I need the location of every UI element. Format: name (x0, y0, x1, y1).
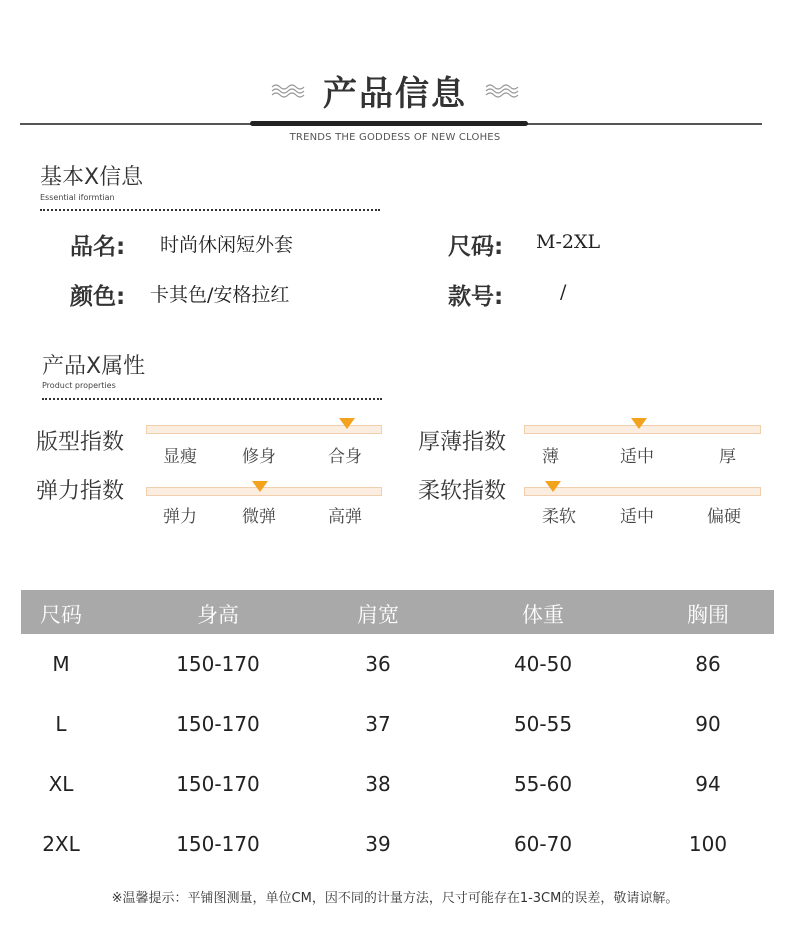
column-header-chest: 胸围 (687, 603, 729, 627)
fit-index-marker-icon (339, 418, 355, 429)
fit-option: 合身 (328, 447, 362, 467)
table-cell-chest: 94 (695, 772, 721, 796)
thickness-index-label: 厚薄指数 (418, 430, 507, 455)
table-cell-shoulder: 39 (365, 832, 391, 856)
basic-info-title: 基本X信息 (40, 165, 144, 190)
name-value: 时尚休闲短外套 (160, 234, 294, 256)
table-cell-shoulder: 38 (365, 772, 391, 796)
table-cell-size: XL (48, 772, 74, 796)
thickness-index-marker-icon (631, 418, 647, 429)
column-header-shoulder: 肩宽 (357, 603, 399, 627)
elasticity-index-label: 弹力指数 (36, 479, 125, 504)
elasticity-option: 高弹 (328, 507, 362, 527)
fit-option: 修身 (242, 447, 276, 467)
name-label: 品名: (70, 234, 126, 260)
softness-index-label: 柔软指数 (418, 479, 507, 504)
properties-divider (42, 398, 382, 400)
color-value: 卡其色/安格拉红 (150, 284, 290, 306)
column-header-height: 身高 (197, 603, 239, 627)
table-cell-chest: 90 (695, 712, 721, 736)
table-cell-weight: 60-70 (513, 832, 573, 856)
fit-option: 显瘦 (163, 447, 197, 467)
properties-title: 产品X属性 (42, 354, 146, 379)
elasticity-option: 弹力 (163, 507, 197, 527)
table-cell-height: 150-170 (176, 652, 260, 676)
size-label: 尺码: (448, 234, 504, 260)
table-cell-shoulder: 37 (365, 712, 391, 736)
table-cell-shoulder: 36 (365, 652, 391, 676)
thickness-option: 薄 (542, 447, 559, 467)
softness-index-marker-icon (545, 481, 561, 492)
fit-index-label: 版型指数 (36, 430, 125, 455)
table-cell-chest: 86 (695, 652, 721, 676)
elasticity-option: 微弹 (242, 507, 276, 527)
table-cell-size: 2XL (42, 832, 80, 856)
page-title: 产品信息 (323, 74, 467, 114)
table-cell-size: L (55, 712, 67, 736)
table-cell-chest: 100 (688, 832, 728, 856)
wave-decoration-icon (485, 83, 519, 99)
basic-info-subtitle: Essential iformtian (40, 193, 115, 202)
color-label: 颜色: (70, 284, 126, 310)
measurement-note: ※温馨提示：平铺图测量，单位CM，因不同的计量方法，尺寸可能存在1-3CM的误差，敬请谅解。 (111, 891, 679, 906)
table-cell-weight: 40-50 (513, 652, 573, 676)
table-cell-size: M (52, 652, 70, 676)
softness-option: 适中 (620, 507, 654, 527)
style-number-label: 款号: (448, 284, 504, 310)
table-cell-weight: 50-55 (513, 712, 573, 736)
thickness-option: 适中 (620, 447, 654, 467)
page-title-row (0, 66, 790, 115)
properties-subtitle: Product properties (42, 381, 116, 390)
size-value: M-2XL (536, 231, 601, 253)
basic-info-divider (40, 209, 380, 211)
softness-option: 偏硬 (707, 507, 741, 527)
column-header-size: 尺码 (40, 603, 82, 627)
elasticity-index-marker-icon (252, 481, 268, 492)
table-cell-height: 150-170 (176, 712, 260, 736)
thickness-option: 厚 (719, 447, 736, 467)
header-divider-accent (250, 121, 528, 126)
table-cell-weight: 55-60 (513, 772, 573, 796)
style-number-value: / (560, 281, 567, 303)
column-header-weight: 体重 (522, 603, 564, 627)
wave-decoration-icon (271, 83, 305, 99)
table-cell-height: 150-170 (176, 772, 260, 796)
softness-option: 柔软 (542, 507, 576, 527)
page-subtitle: TRENDS THE GODDESS OF NEW CLOHES (289, 132, 501, 143)
table-cell-height: 150-170 (176, 832, 260, 856)
